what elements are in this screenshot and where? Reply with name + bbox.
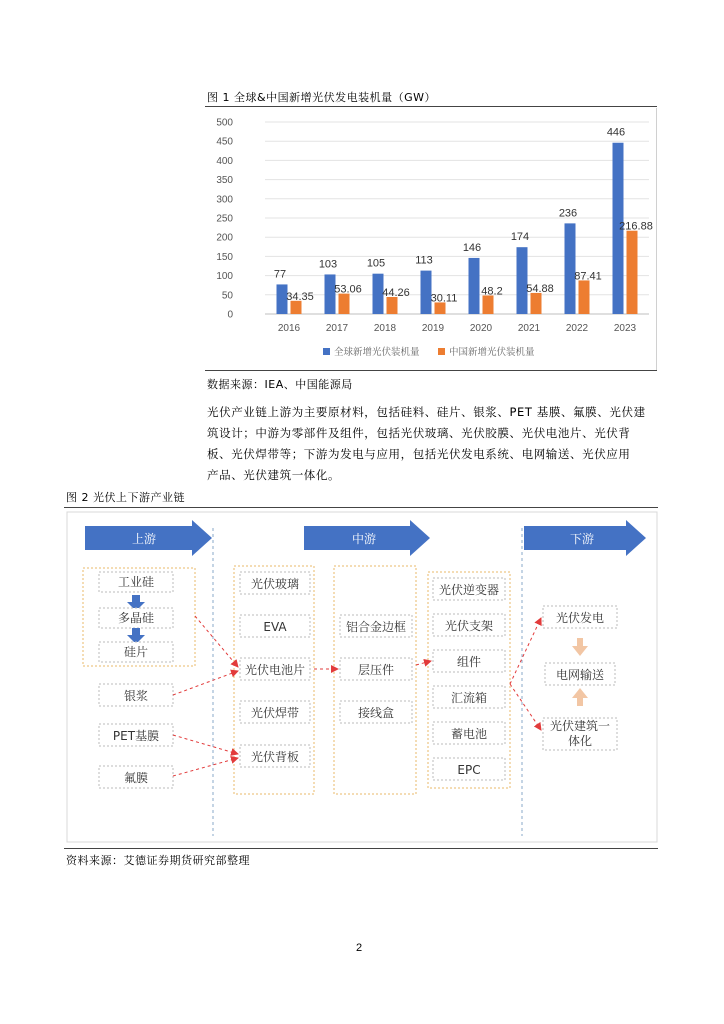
y-tick-label: 300 xyxy=(216,194,233,206)
y-axis-ticks xyxy=(216,118,233,321)
data-label-global: 174 xyxy=(510,231,530,244)
label-fluoro-film: 氟膜 xyxy=(123,771,149,785)
downstream-label: 下游 xyxy=(569,532,595,546)
bar-china xyxy=(387,297,398,314)
legend-label-global: 全球新增光伏装机量 xyxy=(334,347,420,358)
bar-china xyxy=(531,293,542,314)
bar-china xyxy=(483,295,494,314)
label-junction-box: 接线盒 xyxy=(357,706,395,720)
x-axis-ticks xyxy=(278,323,637,334)
bar-global xyxy=(469,258,480,314)
data-label-global: 105 xyxy=(366,257,386,270)
upstream-header xyxy=(85,520,212,556)
paragraph-line: 板、光伏焊带等；下游为发电与应用，包括光伏发电系统、电网输送、光伏应用 xyxy=(207,447,631,461)
midstream-label: 中游 xyxy=(351,532,377,546)
label-pv-cell: 光伏电池片 xyxy=(244,663,306,677)
data-label-china: 54.88 xyxy=(526,282,554,295)
bars xyxy=(277,143,638,314)
x-tick-label: 2020 xyxy=(469,323,493,334)
label-bipv-line1: 光伏建筑一 xyxy=(549,719,611,733)
data-label-china: 48.2 xyxy=(481,285,503,298)
data-label-china: 30.11 xyxy=(430,292,458,305)
y-tick-label: 250 xyxy=(216,213,233,225)
connector-pet-to-backsheet xyxy=(173,735,238,754)
paragraph-line: 产品、光伏建筑一体化。 xyxy=(207,468,341,482)
legend-label-china: 中国新增光伏装机量 xyxy=(449,347,535,358)
connector-fluoro-to-backsheet xyxy=(173,758,238,776)
figure1-title: 图 1 全球&中国新增光伏发电装机量（GW） xyxy=(207,91,436,104)
data-label-china: 44.26 xyxy=(382,287,410,300)
y-tick-label: 50 xyxy=(221,290,233,302)
legend-swatch-global xyxy=(323,348,330,355)
label-polysilicon: 多晶硅 xyxy=(117,611,155,625)
label-pet-film: PET基膜 xyxy=(112,729,160,743)
label-ribbon: 光伏焊带 xyxy=(250,706,300,720)
figure2-title: 图 2 光伏上下游产业链 xyxy=(66,491,185,504)
legend xyxy=(323,346,535,358)
label-industrial-silicon: 工业硅 xyxy=(117,575,155,589)
y-tick-label: 100 xyxy=(216,271,233,283)
y-tick-label: 0 xyxy=(227,309,233,321)
label-pv-power: 光伏发电 xyxy=(555,611,605,625)
x-tick-label: 2023 xyxy=(613,323,637,334)
connector-silver-to-cell xyxy=(173,671,238,695)
y-tick-label: 500 xyxy=(216,117,233,129)
midstream-header xyxy=(304,520,430,556)
figure1-source: 数据来源：IEA、中国能源局 xyxy=(207,378,353,391)
supply-chain-diagram xyxy=(64,508,660,848)
connector-silicon-to-cell xyxy=(195,616,238,667)
gridlines xyxy=(265,122,649,314)
figure2-bottom-rule xyxy=(64,848,658,849)
bar-global xyxy=(517,247,528,314)
label-eva: EVA xyxy=(263,620,287,634)
y-tick-label: 150 xyxy=(216,251,233,263)
label-module: 组件 xyxy=(456,655,482,669)
label-epc: EPC xyxy=(457,763,481,777)
data-label-global: 103 xyxy=(318,258,338,271)
label-inverter: 光伏逆变器 xyxy=(438,583,500,597)
x-tick-label: 2017 xyxy=(325,323,349,334)
label-battery: 蓄电池 xyxy=(450,727,488,741)
label-laminate: 层压件 xyxy=(357,663,395,677)
label-combiner: 汇流箱 xyxy=(450,691,488,705)
data-label-china: 34.35 xyxy=(286,290,314,303)
legend-swatch-china xyxy=(438,348,445,355)
paragraph-line: 光伏产业链上游为主要原材料，包括硅料、硅片、银浆、PET 基膜、氟膜、光伏建 xyxy=(207,405,646,419)
connector-to-power xyxy=(510,618,541,684)
chart-right-border xyxy=(656,108,657,370)
figure1-bottom-rule xyxy=(205,370,657,371)
connector-to-bipv xyxy=(510,684,541,730)
x-tick-label: 2019 xyxy=(421,323,445,334)
upstream-label: 上游 xyxy=(131,532,157,546)
midstream-group-3 xyxy=(428,572,510,788)
figure1-top-rule xyxy=(205,106,657,107)
data-label-global: 446 xyxy=(606,126,626,139)
bar-chart xyxy=(205,108,657,370)
paragraph-line: 筑设计；中游为零部件及组件，包括光伏玻璃、光伏胶膜、光伏电池片、光伏背 xyxy=(207,426,631,440)
data-label-global: 113 xyxy=(415,254,433,267)
page-number: 2 xyxy=(356,942,363,954)
bar-china xyxy=(627,231,638,314)
bar-global xyxy=(565,223,576,314)
label-al-frame: 铝合金边框 xyxy=(345,620,407,634)
y-tick-label: 400 xyxy=(216,155,233,167)
y-tick-label: 200 xyxy=(216,232,233,244)
downstream-header xyxy=(524,520,646,556)
label-wafer: 硅片 xyxy=(123,645,149,659)
bar-china xyxy=(579,280,590,314)
label-grid: 电网输送 xyxy=(555,668,605,682)
label-backsheet: 光伏背板 xyxy=(250,750,300,764)
x-tick-label: 2021 xyxy=(517,323,541,334)
label-bipv-line2: 体化 xyxy=(567,734,593,748)
connector-mid2-to-mid3 xyxy=(416,661,431,665)
data-label-china: 216.88 xyxy=(619,220,653,233)
x-tick-label: 2018 xyxy=(373,323,397,334)
x-tick-label: 2022 xyxy=(565,323,589,334)
label-pv-glass: 光伏玻璃 xyxy=(250,577,300,591)
body-paragraph xyxy=(207,402,667,486)
data-label-global: 77 xyxy=(273,268,287,281)
data-label-global: 236 xyxy=(558,207,578,220)
x-tick-label: 2016 xyxy=(277,323,301,334)
label-silver-paste: 银浆 xyxy=(123,689,149,703)
label-mount: 光伏支架 xyxy=(444,619,494,633)
bar-china xyxy=(339,294,350,314)
y-tick-label: 450 xyxy=(216,136,233,148)
data-label-china: 87.41 xyxy=(574,270,602,283)
data-label-china: 53.06 xyxy=(334,283,362,296)
data-label-global: 146 xyxy=(462,241,482,254)
y-tick-label: 350 xyxy=(216,175,233,187)
figure2-source: 资料来源：艾德证券期货研究部整理 xyxy=(66,854,250,867)
